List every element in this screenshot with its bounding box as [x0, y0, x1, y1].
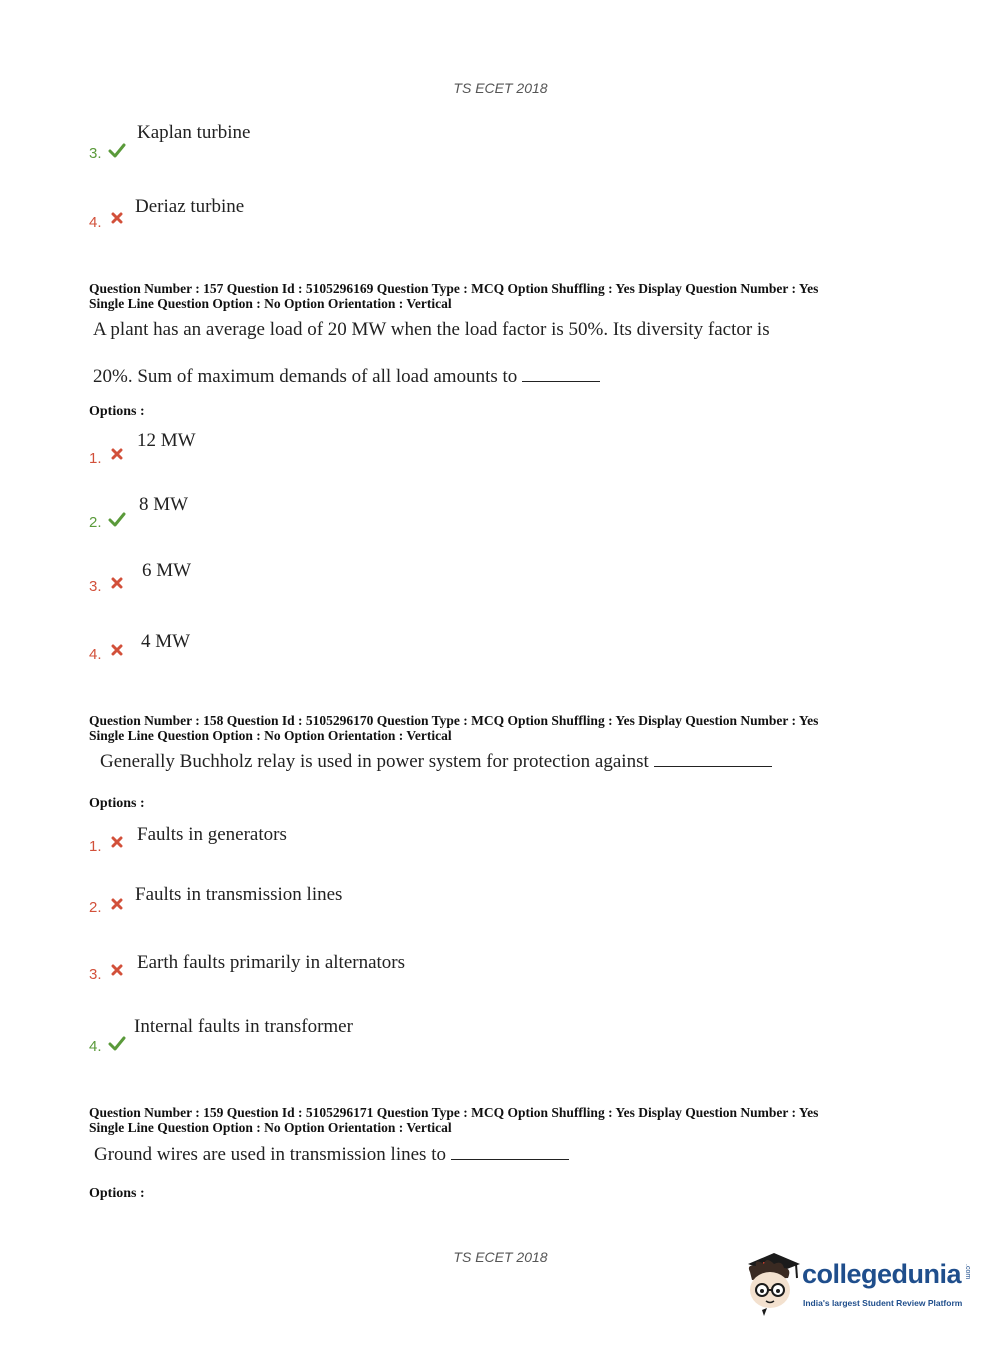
question-text [93, 365, 600, 388]
answer-blank [654, 750, 772, 767]
cross-icon [111, 577, 123, 589]
question-text [94, 1143, 569, 1166]
question-text-line: 20%. Sum of maximum demands of all load amounts to [93, 366, 518, 387]
option-number: 4. [89, 1038, 102, 1055]
options-label: Options : [89, 1186, 145, 1201]
cross-icon [111, 898, 123, 910]
cross-icon [111, 212, 123, 224]
question-meta-line: Question Number : 159 Question Id : 5105296171 Question Type : MCQ Option Shuffling : Yes Display Question Number : Yes [89, 1105, 819, 1120]
question-meta [89, 713, 919, 743]
options-label: Options : [89, 796, 145, 811]
question-meta-line: Single Line Question Option : No Option Orientation : Vertical [89, 1120, 452, 1135]
page-header: TS ECET 2018 [453, 80, 548, 96]
brand-suffix: .com [964, 1264, 971, 1280]
option-text: Kaplan turbine [137, 122, 251, 143]
cross-icon [111, 836, 123, 848]
brand-tagline: India's largest Student Review Platform [803, 1298, 963, 1308]
option-text: Earth faults primarily in alternators [137, 952, 406, 973]
option-text: Internal faults in transformer [134, 1016, 353, 1037]
cross-icon [111, 644, 123, 656]
question-text: A plant has an average load of 20 MW when the load factor is 50%. Its diversity factor is [93, 319, 770, 340]
question-text [100, 750, 772, 773]
option-number: 1. [89, 838, 102, 855]
check-icon [108, 512, 126, 528]
cross-icon [111, 964, 123, 976]
question-meta-line: Question Number : 158 Question Id : 5105296170 Question Type : MCQ Option Shuffling : Yes Display Question Number : Yes [89, 713, 819, 728]
option-text: 6 MW [142, 560, 192, 581]
option-text: Deriaz turbine [135, 196, 245, 217]
check-icon [108, 1036, 126, 1052]
option-number: 3. [89, 145, 102, 162]
mascot-icon [740, 1250, 802, 1316]
option-number: 2. [89, 514, 102, 531]
page-footer: TS ECET 2018 [453, 1249, 548, 1265]
option-number: 3. [89, 966, 102, 983]
option-text: Faults in generators [137, 824, 287, 845]
check-icon [108, 143, 126, 159]
option-text: 12 MW [137, 430, 196, 451]
question-meta-line: Single Line Question Option : No Option Orientation : Vertical [89, 728, 452, 743]
question-meta [89, 281, 919, 311]
option-text: Faults in transmission lines [135, 884, 343, 905]
question-meta-line: Question Number : 157 Question Id : 5105296169 Question Type : MCQ Option Shuffling : Yes Display Question Number : Yes [89, 281, 819, 296]
answer-blank [451, 1143, 569, 1160]
option-number: 3. [89, 578, 102, 595]
option-number: 2. [89, 899, 102, 916]
option-number: 4. [89, 646, 102, 663]
options-label: Options : [89, 404, 145, 419]
answer-blank [522, 365, 600, 382]
cross-icon [111, 448, 123, 460]
question-text-line: Ground wires are used in transmission lines to [94, 1144, 446, 1165]
option-number: 4. [89, 214, 102, 231]
question-meta-line: Single Line Question Option : No Option Orientation : Vertical [89, 296, 452, 311]
option-text: 8 MW [139, 494, 189, 515]
option-text: 4 MW [141, 631, 191, 652]
option-number: 1. [89, 450, 102, 467]
question-text-line: Generally Buchholz relay is used in power system for protection against [100, 751, 649, 772]
collegedunia-logo [740, 1250, 970, 1318]
brand-name: collegedunia [802, 1259, 962, 1289]
question-meta [89, 1105, 919, 1135]
